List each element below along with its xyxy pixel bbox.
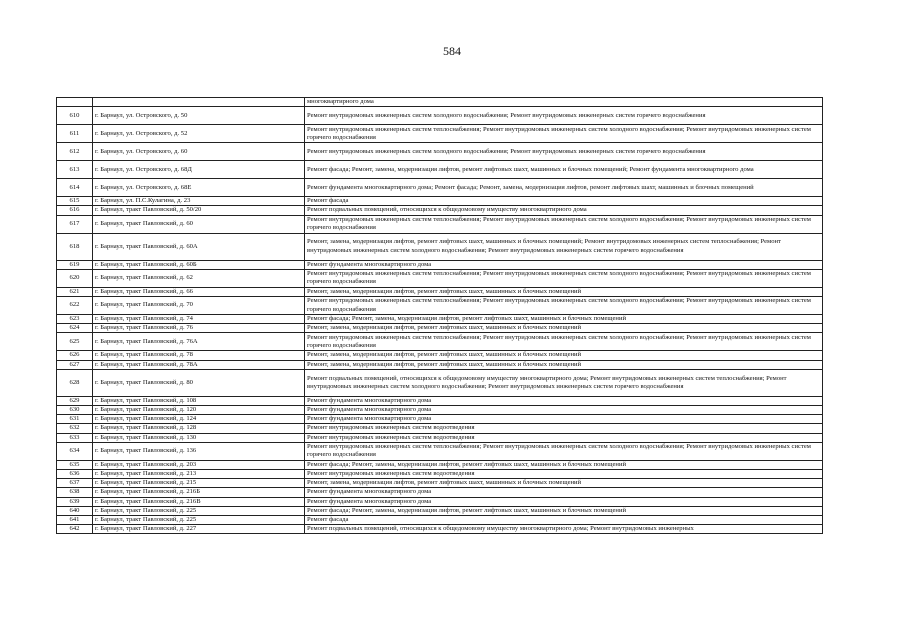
table-row [57,161,823,179]
row-number: 632 [57,424,93,433]
address-cell: г. Барнаул, ул. Островского, д. 60 [93,143,305,161]
table-row [57,360,823,369]
row-number: 635 [57,460,93,469]
table-row [57,333,823,351]
row-number: 630 [57,406,93,415]
table-row [57,233,823,260]
row-number: 641 [57,516,93,525]
table-row [57,433,823,442]
table-row [57,488,823,497]
work-type-cell: многоквартирного дома [305,98,823,107]
table-row [57,369,823,396]
work-type-cell: Ремонт внутридомовых инженерных систем водоотведения [305,433,823,442]
row-number: 614 [57,179,93,197]
row-number: 612 [57,143,93,161]
row-number: 637 [57,479,93,488]
table-row [57,269,823,287]
table-row [57,470,823,479]
address-cell: г. Барнаул, тракт Павловский, д. 213 [93,470,305,479]
row-number: 620 [57,269,93,287]
work-type-cell: Ремонт, замена, модернизация лифтов, ремонт лифтовых шахт, машинных и блочных помещений [305,360,823,369]
row-number: 619 [57,260,93,269]
address-cell: г. Барнаул, тракт Павловский, д. 62 [93,269,305,287]
address-cell: г. Барнаул, ул. Островского, д. 50 [93,107,305,125]
work-type-cell: Ремонт фасада; Ремонт, замена, модернизация лифтов, ремонт лифтовых шахт, машинных и блочных помещений [305,460,823,469]
row-number: 636 [57,470,93,479]
row-number: 610 [57,107,93,125]
work-type-cell: Ремонт внутридомовых инженерных систем теплоснабжения; Ремонт внутридомовых инженерных систем холодного водоснабжения; Ремонт внутридомовых инженерных систем горячего водоснабжения [305,297,823,315]
work-type-cell: Ремонт, замена, модернизация лифтов, ремонт лифтовых шахт, машинных и блочных помещений; Ремонт внутридомовых инженерных систем теплоснабжения; Ремонт внутридомовых инженерных систем холодного водоснабжения; Ремонт внутридомовых инженерных систем горячего водоснабжения [305,233,823,260]
row-number: 613 [57,161,93,179]
table-row [57,396,823,405]
address-cell: г. Барнаул, тракт Павловский, д. 216Б [93,488,305,497]
work-type-cell: Ремонт внутридомовых инженерных систем теплоснабжения; Ремонт внутридомовых инженерных систем холодного водоснабжения; Ремонт внутридомовых инженерных систем горячего водоснабжения [305,125,823,143]
row-number: 634 [57,442,93,460]
address-cell: г. Барнаул, тракт Павловский, д. 60А [93,233,305,260]
page-number: 584 [443,44,461,58]
row-number: 640 [57,506,93,515]
table-row [57,506,823,515]
address-cell: г. Барнаул, тракт Павловский, д. 136 [93,442,305,460]
address-cell: г. Барнаул, тракт Павловский, д. 76 [93,324,305,333]
table-row [57,324,823,333]
address-cell: г. Барнаул, тракт Павловский, д. 124 [93,415,305,424]
address-cell: г. Барнаул, тракт Павловский, д. 227 [93,525,305,534]
table-row [57,107,823,125]
row-number [57,98,93,107]
table-row [57,260,823,269]
address-cell: г. Барнаул, тракт Павловский, д. 60 [93,215,305,233]
repair-schedule-table [56,97,823,534]
work-type-cell: Ремонт внутридомовых инженерных систем теплоснабжения; Ремонт внутридомовых инженерных систем холодного водоснабжения; Ремонт внутридомовых инженерных систем горячего водоснабжения [305,215,823,233]
table-row [57,442,823,460]
row-number: 621 [57,287,93,296]
table-row [57,406,823,415]
address-cell [93,98,305,107]
work-type-cell: Ремонт фасада; Ремонт, замена, модернизация лифтов, ремонт лифтовых шахт, машинных и блочных помещений; Ремонт фундамента многоквартирного дома [305,161,823,179]
work-type-cell: Ремонт внутридомовых инженерных систем теплоснабжения; Ремонт внутридомовых инженерных систем холодного водоснабжения; Ремонт внутридомовых инженерных систем горячего водоснабжения [305,333,823,351]
address-cell: г. Барнаул, ул. П.С.Кулагина, д. 23 [93,197,305,206]
address-cell: г. Барнаул, тракт Павловский, д. 225 [93,506,305,515]
address-cell: г. Барнаул, тракт Павловский, д. 130 [93,433,305,442]
table-row [57,215,823,233]
row-number: 623 [57,315,93,324]
table-row [57,424,823,433]
address-cell: г. Барнаул, тракт Павловский, д. 108 [93,396,305,405]
address-cell: г. Барнаул, тракт Павловский, д. 80 [93,369,305,396]
work-type-cell: Ремонт фундамента многоквартирного дома [305,415,823,424]
work-type-cell: Ремонт, замена, модернизация лифтов, ремонт лифтовых шахт, машинных и блочных помещений [305,287,823,296]
row-number: 638 [57,488,93,497]
address-cell: г. Барнаул, тракт Павловский, д. 203 [93,460,305,469]
address-cell: г. Барнаул, ул. Островского, д. 68Д [93,161,305,179]
work-type-cell: Ремонт, замена, модернизация лифтов, ремонт лифтовых шахт, машинных и блочных помещений [305,479,823,488]
work-type-cell: Ремонт фасада [305,197,823,206]
address-cell: г. Барнаул, тракт Павловский, д. 225 [93,516,305,525]
address-cell: г. Барнаул, тракт Павловский, д. 120 [93,406,305,415]
address-cell: г. Барнаул, тракт Павловский, д. 78 [93,351,305,360]
table-row [57,497,823,506]
work-type-cell: Ремонт фундамента многоквартирного дома [305,488,823,497]
work-type-cell: Ремонт внутридомовых инженерных систем холодного водоснабжения; Ремонт внутридомовых инженерных систем горячего водоснабжения [305,143,823,161]
work-type-cell: Ремонт внутридомовых инженерных систем теплоснабжения; Ремонт внутридомовых инженерных систем холодного водоснабжения; Ремонт внутридомовых инженерных систем горячего водоснабжения [305,269,823,287]
row-number: 624 [57,324,93,333]
table-row [57,206,823,215]
row-number: 631 [57,415,93,424]
work-type-cell: Ремонт внутридомовых инженерных систем теплоснабжения; Ремонт внутридомовых инженерных систем холодного водоснабжения; Ремонт внутридомовых инженерных систем горячего водоснабжения [305,442,823,460]
work-type-cell: Ремонт внутридомовых инженерных систем водоотведения [305,424,823,433]
address-cell: г. Барнаул, тракт Павловский, д. 215 [93,479,305,488]
row-number: 617 [57,215,93,233]
address-cell: г. Барнаул, тракт Павловский, д. 128 [93,424,305,433]
address-cell: г. Барнаул, тракт Павловский, д. 70 [93,297,305,315]
work-type-cell: Ремонт фундамента многоквартирного дома [305,260,823,269]
row-number: 633 [57,433,93,442]
row-number: 611 [57,125,93,143]
row-number: 622 [57,297,93,315]
address-cell: г. Барнаул, тракт Павловский, д. 78А [93,360,305,369]
table-row [57,415,823,424]
work-type-cell: Ремонт фасада; Ремонт, замена, модернизация лифтов, ремонт лифтовых шахт, машинных и блочных помещений [305,506,823,515]
row-number: 642 [57,525,93,534]
row-number: 615 [57,197,93,206]
table-row [57,125,823,143]
work-type-cell: Ремонт подвальных помещений, относящихся к общедомовому имуществу многоквартирного дома; Ремонт внутридомовых инженерных систем теплоснабжения; Ремонт внутридомовых инженерных систем холодного водоснабжения; Ремонт внутридомовых инженерных систем горячего водоснабжения [305,369,823,396]
work-type-cell: Ремонт фундамента многоквартирного дома [305,406,823,415]
table-row [57,479,823,488]
row-number: 628 [57,369,93,396]
row-number: 626 [57,351,93,360]
work-type-cell: Ремонт внутридомовых инженерных систем холодного водоснабжения; Ремонт внутридомовых инженерных систем горячего водоснабжения [305,107,823,125]
work-type-cell: Ремонт, замена, модернизация лифтов, ремонт лифтовых шахт, машинных и блочных помещений [305,324,823,333]
work-type-cell: Ремонт фундамента многоквартирного дома [305,396,823,405]
table-row [57,460,823,469]
work-type-cell: Ремонт фундамента многоквартирного дома; Ремонт фасада; Ремонт, замена, модернизация лифтов, ремонт лифтовых шахт, машинных и блочных помещений [305,179,823,197]
row-number: 616 [57,206,93,215]
work-type-cell: Ремонт фундамента многоквартирного дома [305,497,823,506]
address-cell: г. Барнаул, тракт Павловский, д. 74 [93,315,305,324]
row-number: 625 [57,333,93,351]
table-row [57,179,823,197]
address-cell: г. Барнаул, тракт Павловский, д. 60Б [93,260,305,269]
work-type-cell: Ремонт внутридомовых инженерных систем водоотведения [305,470,823,479]
table-row [57,287,823,296]
work-type-cell: Ремонт, замена, модернизация лифтов, ремонт лифтовых шахт, машинных и блочных помещений [305,351,823,360]
row-number: 627 [57,360,93,369]
table-row [57,315,823,324]
table-row [57,351,823,360]
row-number: 629 [57,396,93,405]
table-row [57,197,823,206]
work-type-cell: Ремонт подвальных помещений, относящихся к общедомовому имуществу многоквартирного дома [305,206,823,215]
table-row [57,525,823,534]
table-row [57,297,823,315]
work-type-cell: Ремонт подвальных помещений, относящихся к общедомовому имуществу многоквартирного дома; Ремонт внутридомовых инженерных [305,525,823,534]
address-cell: г. Барнаул, тракт Павловский, д. 216В [93,497,305,506]
address-cell: г. Барнаул, тракт Павловский, д. 50/20 [93,206,305,215]
table-row [57,98,823,107]
address-cell: г. Барнаул, тракт Павловский, д. 66 [93,287,305,296]
row-number: 618 [57,233,93,260]
row-number: 639 [57,497,93,506]
work-type-cell: Ремонт фасада; Ремонт, замена, модернизация лифтов, ремонт лифтовых шахт, машинных и блочных помещений [305,315,823,324]
table-row [57,516,823,525]
address-cell: г. Барнаул, тракт Павловский, д. 76А [93,333,305,351]
address-cell: г. Барнаул, ул. Островского, д. 68Е [93,179,305,197]
work-type-cell: Ремонт фасада [305,516,823,525]
address-cell: г. Барнаул, ул. Островского, д. 52 [93,125,305,143]
table-row [57,143,823,161]
